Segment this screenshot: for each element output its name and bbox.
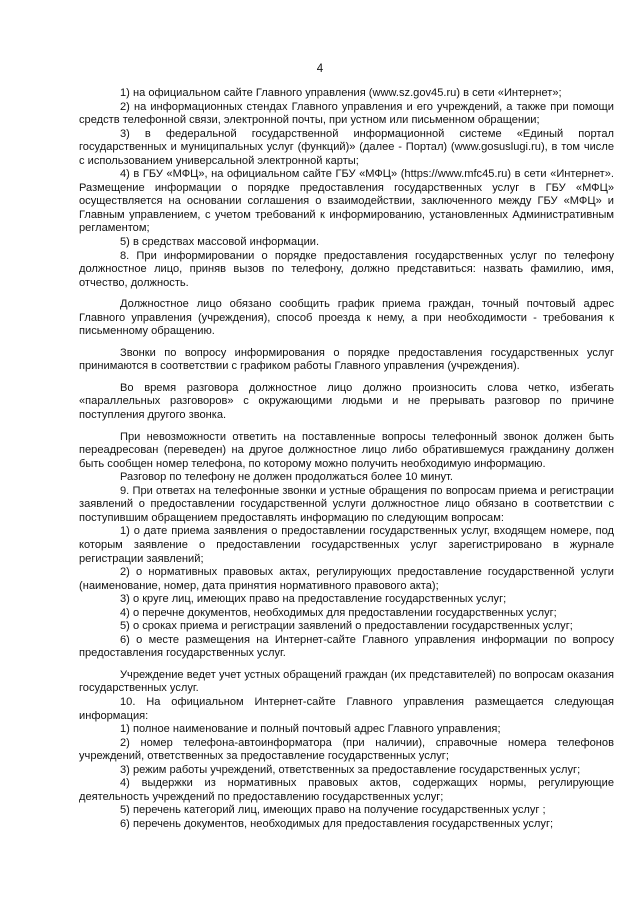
paragraph-item-10: 10. На официальном Интернет-сайте Главного управления размещается следующая информация: [79,695,614,722]
paragraph-duration: Разговор по телефону не должен продолжаться более 10 минут. [120,471,453,484]
paragraph-source-media: 5) в средствах массовой информации. [120,236,320,249]
paragraph-calls: Звонки по вопросу информирования о порядке предоставления государственных услуг принимаются в соответствии с графиком работы Главного управления (учреждения). [79,346,614,373]
document-body [79,87,614,831]
paragraph-info-6: 6) перечень документов, необходимых для предоставления государственных услуг; [120,817,554,830]
paragraph-info-5: 5) перечень категорий лиц, имеющих право на получение государственных услуг ; [120,804,546,817]
paragraph-item-8: 8. При информировании о порядке предоставления государственных услуг по телефону должностное лицо, приняв вызов по телефону, должно представиться: назвать фамилию, имя, отчество, должность. [79,249,614,289]
paragraph-info-4: 4) выдержки из нормативных правовых актов, содержащих нормы, регулирующие деятельность учреждений по предоставлению государственных услуг; [79,777,614,803]
paragraph-item-9: 9. При ответах на телефонные звонки и устные обращения по вопросам приема и регистрации заявлений о предоставлении государственной услуги должностное лицо обязано в соответствии с поступившим обращением предоставлять информацию по следующим вопросам: [79,484,614,524]
paragraph-q5: 5) о сроках приема и регистрации заявлений о предоставлении государственных услуг; [120,620,573,633]
paragraph-source-portal: 3) в федеральной государственной информационной системе «Единый портал государственных и муниципальных услуг (функций)» (далее - Портал) (www.gosuslugi.ru), в том числе с использованием универсальной электронной карты; [79,127,614,167]
paragraph-q2: 2) о нормативных правовых актах, регулирующих предоставление государственной услуги (наименование, номер, дата принятия нормативного правового акта); [79,566,614,592]
paragraph-info-3: 3) режим работы учреждений, ответственных за предоставление государственных услуг; [120,763,581,776]
paragraph-redirect: При невозможности ответить на поставленные вопросы телефонный звонок должен быть переадресован (переведен) на другое должностное лицо либо обратившемуся гражданину должен быть сообщен номер телефона, по которому можно получить необходимую информацию. [79,430,614,470]
paragraph-q1: 1) о дате приема заявления о предоставлении государственных услуг, входящем номере, под которым заявление о предоставлении государственных услуг зарегистрировано в журнале регистрации заявлений; [79,525,614,565]
paragraph-source-mfc: 4) в ГБУ «МФЦ», на официальном сайте ГБУ «МФЦ» (https://www.mfc45.ru) в сети «Интернет». Размещение информации о порядке предоставления государственных услуг в ГБУ «МФЦ» осуществляется на основании соглашения о взаимодействии, заключенного между ГБУ «МФЦ» и Главным управлением, с учетом требований к информированию, установленных Административным регламентом; [79,168,614,235]
paragraph-schedule: Должностное лицо обязано сообщить график приема граждан, точный почтовый адрес Главного управления (учреждения), способ проезда к нему, а при необходимости - требования к письменному обращению. [79,298,614,338]
paragraph-register: Учреждение ведет учет устных обращений граждан (их представителей) по вопросам оказания государственных услуг. [79,668,614,695]
paragraph-source-stands: 2) на информационных стендах Главного управления и его учреждений, а также при помощи средств телефонной связи, электронной почты, при устном или письменном обращении; [79,100,614,127]
paragraph-conversation: Во время разговора должностное лицо должно произносить слова четко, избегать «параллельных разговоров» с окружающими людьми и не прерывать разговор по причине поступления другого звонка. [79,381,614,422]
paragraph-info-2: 2) номер телефона-автоинформатора (при наличии), справочные номера телефонов учреждений, ответственных за предоставление государственных услуг; [79,736,614,763]
paragraph-info-1: 1) полное наименование и полный почтовый адрес Главного управления; [120,723,501,736]
paragraph-q3: 3) о круге лиц, имеющих право на предоставление государственных услуг; [120,593,507,606]
paragraph-source-website: 1) на официальном сайте Главного управления (www.sz.gov45.ru) в сети «Интернет»; [120,87,562,99]
paragraph-q6: 6) о месте размещения на Интернет-сайте Главного управления информации по вопросу предоставления государственных услуг. [79,633,614,660]
paragraph-q4: 4) о перечне документов, необходимых для предоставлении государственных услуг; [120,606,557,619]
page-number: 4 [316,63,324,75]
